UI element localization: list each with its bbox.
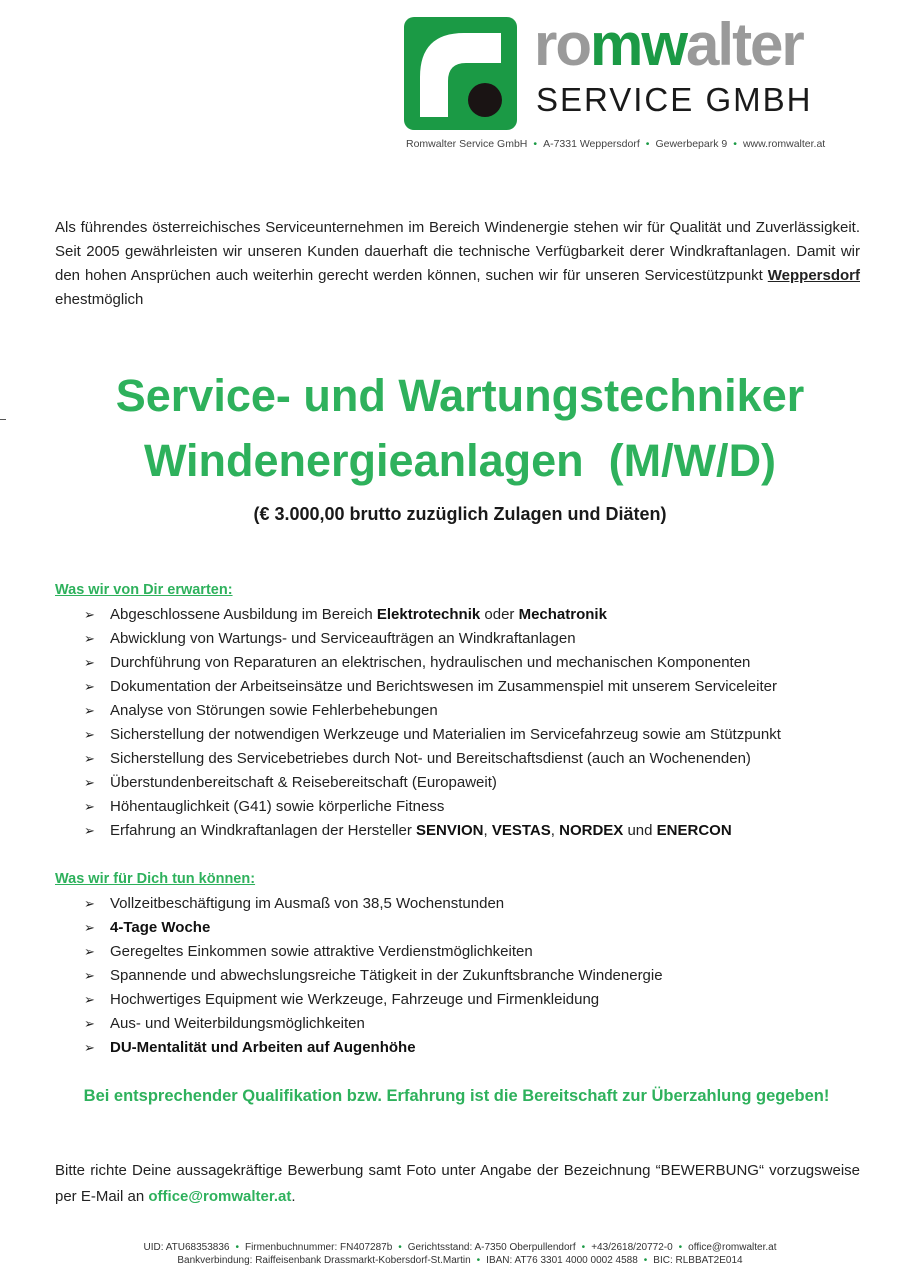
email-link[interactable]: office@romwalter.at — [148, 1188, 292, 1205]
arrow-bullet-icon: ➢ — [84, 775, 95, 790]
list-item-text — [110, 892, 504, 916]
arrow-bullet-icon: ➢ — [84, 607, 95, 622]
list-item — [84, 819, 781, 843]
list-item-text — [110, 1012, 365, 1036]
list-item-text — [110, 603, 607, 627]
separator-dot: • — [643, 1255, 648, 1266]
list-item — [84, 723, 781, 747]
list-item-text — [110, 699, 438, 723]
arrow-bullet-icon: ➢ — [84, 751, 95, 766]
arrow-bullet-icon: ➢ — [84, 679, 95, 694]
separator-dot: • — [476, 1255, 481, 1266]
list-item — [84, 603, 781, 627]
info-item: A-7331 Weppersdorf — [543, 138, 640, 150]
list-item — [84, 916, 663, 940]
overpay-statement: Bei entsprechender Qualifikation bzw. Erfahrung ist die Bereitschaft zur Überzahlung gegeben! — [83, 1087, 830, 1105]
separator-dot: • — [235, 1242, 239, 1253]
arrow-bullet-icon: ➢ — [84, 727, 95, 742]
text: Vollzeitbeschäftigung im Ausmaß von 38,5 Wochenstunden — [110, 895, 505, 912]
bold-text: NORDEX — [559, 822, 624, 839]
footer-company-info — [0, 1242, 920, 1253]
arrow-bullet-icon: ➢ — [84, 631, 95, 646]
text: Analyse von Störungen sowie Fehlerbehebungen — [110, 702, 438, 719]
text: , — [483, 822, 492, 839]
application-instructions: Bitte richte Deine aussagekräftige Bewerbung samt Foto unter Angabe der Bezeichnung “BEWERBUNG“ vorzugsweise per E-Mail an office@romwalter.at. — [55, 1162, 860, 1205]
text: Sicherstellung des Servicebetriebes durch Not- und Bereitschaftsdienst (auch an Wochenenden) — [110, 750, 751, 767]
arrow-bullet-icon: ➢ — [84, 992, 95, 1007]
list-item-text — [110, 627, 576, 651]
arrow-bullet-icon: ➢ — [84, 703, 95, 718]
text: Erfahrung an Windkraftanlagen der Hersteller — [110, 822, 416, 839]
info-item: Gerichtsstand: A-7350 Oberpullendorf — [407, 1242, 576, 1253]
text: Abgeschlossene Ausbildung im Bereich — [110, 606, 377, 623]
list-item-text — [110, 819, 732, 843]
list-item-text — [110, 747, 751, 771]
text: , — [550, 822, 560, 839]
list-item — [84, 892, 663, 916]
text: und — [623, 822, 657, 839]
text: Hochwertiges Equipment wie Werkzeuge, Fahrzeuge und Firmenkleidung — [110, 991, 600, 1008]
info-item: BIC: RLBBAT2E014 — [653, 1255, 743, 1266]
text: oder — [480, 606, 519, 623]
bold-text: Elektrotechnik — [376, 606, 481, 623]
arrow-bullet-icon: ➢ — [84, 944, 95, 959]
arrow-bullet-icon: ➢ — [84, 968, 95, 983]
text: Höhentauglichkeit (G41) sowie körperliche Fitness — [110, 798, 445, 815]
bold-text: VESTAS — [491, 822, 551, 839]
info-item: Gewerbepark 9 — [655, 138, 728, 150]
info-item: Bankverbindung: Raiffeisenbank Drassmarkt-Kobersdorf-St.Martin — [177, 1255, 471, 1266]
list-item — [84, 988, 663, 1012]
list-item — [84, 699, 781, 723]
list-item — [84, 771, 781, 795]
list-item — [84, 940, 663, 964]
list-item — [84, 1012, 663, 1036]
list-item — [84, 651, 781, 675]
list-item — [84, 747, 781, 771]
text: Spannende und abwechslungsreiche Tätigkeit in der Zukunftsbranche Windenergie — [110, 967, 663, 984]
bold-text: Mechatronik — [518, 606, 607, 623]
separator-dot: • — [533, 138, 538, 150]
romwalter-logo-icon — [404, 17, 517, 130]
list-item-text — [110, 723, 781, 747]
separator-dot: • — [581, 1242, 586, 1253]
job-title-line1: Service- und Wartungstechniker — [115, 370, 805, 421]
arrow-bullet-icon: ➢ — [84, 896, 95, 911]
list-item-text — [110, 795, 444, 819]
separator-dot: • — [398, 1242, 402, 1253]
salary-info: (€ 3.000,00 brutto zuzüglich Zulagen und Diäten) — [253, 504, 667, 524]
info-item: office@romwalter.at — [688, 1242, 777, 1253]
info-item: Firmenbuchnummer: FN407287b — [244, 1242, 393, 1253]
location-name: Weppersdorf — [767, 267, 860, 284]
text: Überstundenbereitschaft & Reisebereitschaft (Europaweit) — [110, 774, 497, 791]
list-item — [84, 1036, 663, 1060]
list-item-text — [110, 964, 663, 988]
arrow-bullet-icon: ➢ — [84, 799, 95, 814]
arrow-bullet-icon: ➢ — [84, 823, 95, 838]
list-item — [84, 675, 781, 699]
bold-text: DU-Mentalität und Arbeiten auf Augenhöhe — [110, 1039, 416, 1056]
benefits-list — [84, 892, 663, 1060]
info-item: Romwalter Service GmbH — [406, 138, 528, 150]
text: Durchführung von Reparaturen an elektrischen, hydraulischen und mechanischen Komponenten — [110, 654, 751, 671]
list-item-text — [110, 1036, 416, 1060]
list-item — [84, 627, 781, 651]
arrow-bullet-icon: ➢ — [84, 1040, 95, 1055]
text: Aus- und Weiterbildungsmöglichkeiten — [110, 1015, 365, 1032]
list-item-text — [110, 675, 777, 699]
text: Sicherstellung der notwendigen Werkzeuge und Materialien im Servicefahrzeug sowie am Stützpunkt — [110, 726, 781, 743]
intro-paragraph: Als führendes österreichisches Serviceunternehmen im Bereich Windenergie stehen wir für Qualität und Zuverlässigkeit. Seit 2005 gewährleisten wir unseren Kunden dauerhaft die technische Verfügbarkeit derer Windkraftanlagen. Damit wir den hohen Ansprüchen auch weiterhin gerecht werden können, suchen wir für unseren Servicestützpunkt Weppersdorf ehestmöglich — [55, 219, 860, 308]
info-item: www.romwalter.at — [742, 138, 826, 150]
text: Abwicklung von Wartungs- und Serviceaufträgen an Windkraftanlagen — [110, 630, 576, 647]
list-item-text — [110, 940, 533, 964]
requirements-heading: Was wir von Dir erwarten: — [55, 582, 233, 598]
list-item — [84, 964, 663, 988]
bold-text: 4-Tage Woche — [110, 919, 211, 936]
list-item — [84, 795, 781, 819]
list-item-text — [110, 916, 210, 940]
logo-wordmark: romwalter — [534, 11, 803, 78]
bold-text: ENERCON — [656, 822, 732, 839]
header-address — [406, 138, 825, 150]
separator-dot: • — [678, 1242, 683, 1253]
list-item-text — [110, 771, 497, 795]
arrow-bullet-icon: ➢ — [84, 655, 95, 670]
list-item-text — [110, 988, 599, 1012]
footer-bank-info — [0, 1255, 920, 1266]
arrow-bullet-icon: ➢ — [84, 920, 95, 935]
info-item: +43/2618/20772-0 — [591, 1242, 673, 1253]
arrow-bullet-icon: ➢ — [84, 1016, 95, 1031]
text: Geregeltes Einkommen sowie attraktive Verdienstmöglichkeiten — [110, 943, 533, 960]
requirements-list — [84, 603, 781, 843]
benefits-heading: Was wir für Dich tun können: — [55, 871, 256, 887]
separator-dot: • — [733, 138, 737, 150]
text: Dokumentation der Arbeitseinsätze und Berichtswesen im Zusammenspiel mit unserem Serviceleiter — [110, 678, 777, 695]
logo-subtitle: SERVICE GMBH — [536, 81, 813, 118]
bold-text: SENVION — [416, 822, 484, 839]
info-item: IBAN: AT76 3301 4000 0002 4588 — [486, 1255, 638, 1266]
info-item: UID: ATU68353836 — [143, 1242, 230, 1253]
list-item-text — [110, 651, 750, 675]
job-title-line2: Windenergieanlagen (M/W/D) — [143, 435, 777, 486]
separator-dot: • — [645, 138, 650, 150]
